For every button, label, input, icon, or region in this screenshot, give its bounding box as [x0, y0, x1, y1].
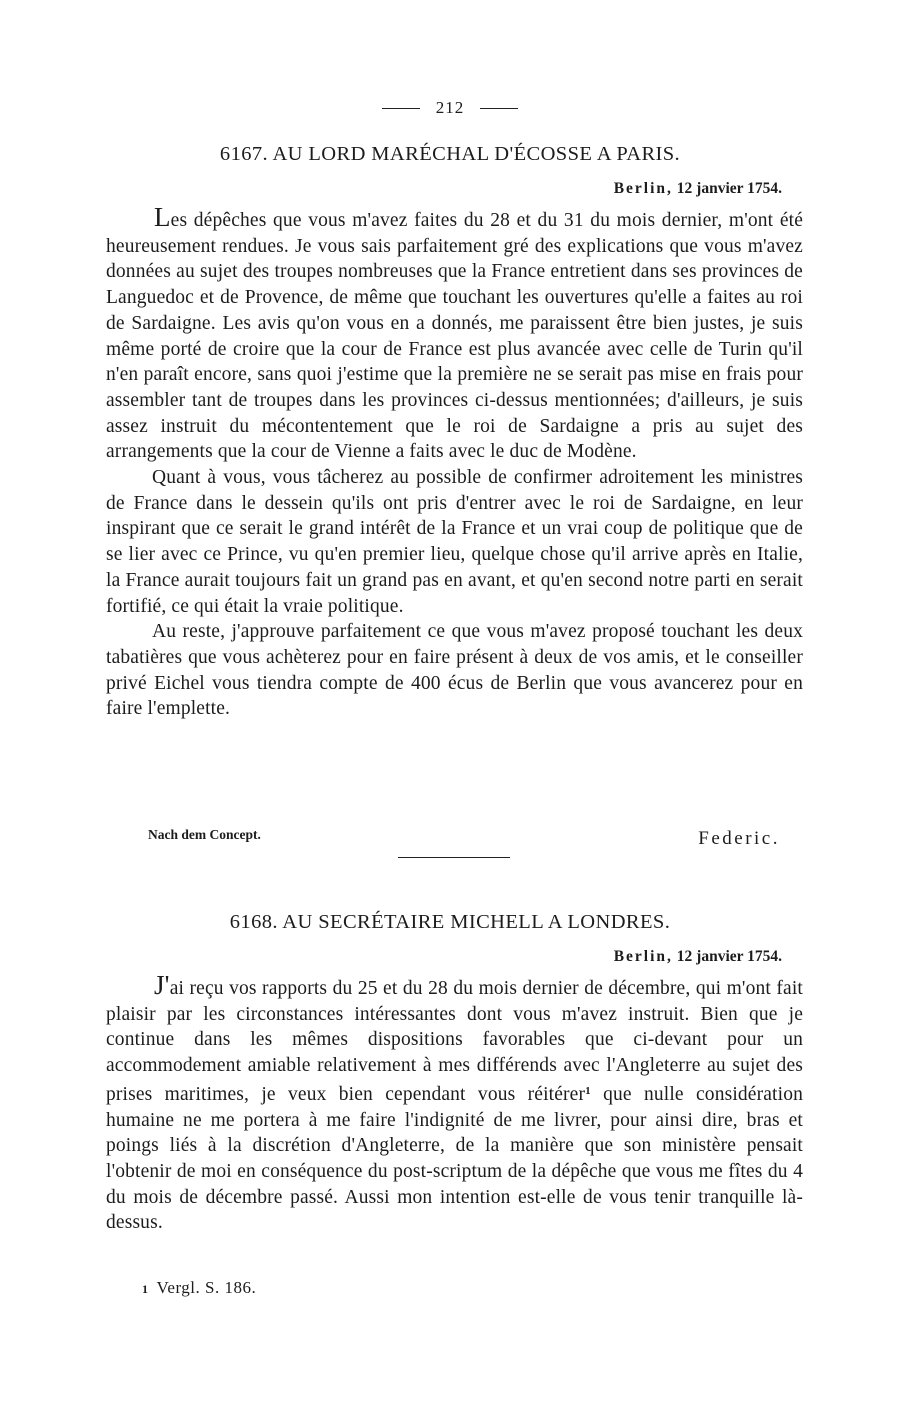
letter-6167-title: 6167. AU LORD MARÉCHAL D'ÉCOSSE A PARIS. — [219, 143, 681, 165]
letter-6167-paragraph-1: Les dépêches que vous m'avez faites du 28 et du 31 du mois dernier, m'ont été heureusement rendues. Je vous sais parfaitement gré des explications que vous m'avez données au sujet des troupes nombreuses que la France entretient dans ses provinces de Languedoc et de Provence, de même que touchant les ouvertures qu'elle a faites au roi de Sardaigne. Les avis qu'on vous en a donnés, me paraissent être bien justes, je suis même porté de croire que la cour de France est plus avancée avec celle de Turin qu'il n'en paraît encore, sans quoi j'estime que la première ne se serait pas mise en frais pour assembler tant de troupes dans les provinces ci-dessus mentionnées; d'ailleurs, je suis assez instruit du mécontentement que le roi de Sardaigne a pris au sujet des arrangements que la cour de Vienne a faits avec le duc de Modène. — [106, 202, 803, 463]
letter-6167-signature: Federic. — [698, 828, 780, 849]
letter-6167-dateline — [614, 180, 782, 198]
section-divider — [398, 857, 510, 858]
dateline-city: Berlin, — [613, 948, 673, 965]
page-header — [0, 98, 900, 118]
letter-6168-dateline — [614, 948, 782, 966]
footnote-mark: 1 — [142, 1282, 149, 1296]
dateline-date: 12 janvier 1754. — [676, 948, 782, 965]
paragraph-text-before-note: J'ai reçu vos rapports du 25 et du 28 du mois dernier de décembre, qui m'ont fait plaisir par les circonstances intéressantes dont vous m'avez instruit. Bien que je continue dans les mêmes dispositions favorables que ci-devant pour un accommodement amiable relativement à mes différends avec l'Angleterre au sujet des prises maritimes, je veux bien cependant vous réitérer — [106, 970, 803, 1105]
dateline-date: 12 janvier 1754. — [676, 180, 782, 197]
letter-6168-body — [106, 970, 803, 1236]
letter-6167-paragraph-2: Quant à vous, vous tâcherez au possible de confirmer adroitement les ministres de France dans le dessein qu'ils ont pris d'entrer avec le roi de Sardaigne, en leur inspirant que ce serait le grand intérêt de la France et un vrai coup de politique que de se lier avec ce Prince, vu qu'en premier lieu, quelque chose qu'il arrive après en Italie, la France aurait toujours fait un grand pas en avant, et qu'en second notre parti en serait fortifié, ce qui était la vraie politique. — [106, 467, 803, 617]
footnote — [142, 1278, 256, 1298]
header-rule-right — [480, 108, 518, 109]
paragraph-text-after-note: que nulle considération humaine ne me portera à me faire l'indignité de me livrer, pour ainsi dire, bras et poings liés à la discrétion d'Angleterre, de la manière que son ministère pensait l'obtenir de moi en conséquence du post-scriptum de la dépêche que vous me fîtes du 4 du mois de décembre passé. Aussi mon intention est-elle de vous tenir tranquille là-dessus. — [106, 1083, 803, 1234]
letter-6167-source: Nach dem Concept. — [148, 827, 261, 842]
page-number: 212 — [435, 98, 465, 117]
footnote-reference: 1 — [585, 1084, 591, 1097]
footnote-text: Vergl. S. 186. — [156, 1278, 257, 1297]
letter-6167-body — [106, 202, 803, 722]
letter-6168-title: 6168. AU SECRÉTAIRE MICHELL A LONDRES. — [229, 911, 671, 933]
letter-6168-paragraph-1 — [106, 970, 803, 1236]
letter-6167-paragraph-3: Au reste, j'approuve parfaitement ce que vous m'avez proposé touchant les deux tabatières que vous achèterez pour en faire présent à deux de vos amis, et le conseiller privé Eichel vous tiendra compte de 400 écus de Berlin que vous avancerez pour en faire l'emplette. — [106, 621, 803, 720]
dateline-city: Berlin, — [613, 180, 673, 197]
header-rule-left — [382, 108, 420, 109]
